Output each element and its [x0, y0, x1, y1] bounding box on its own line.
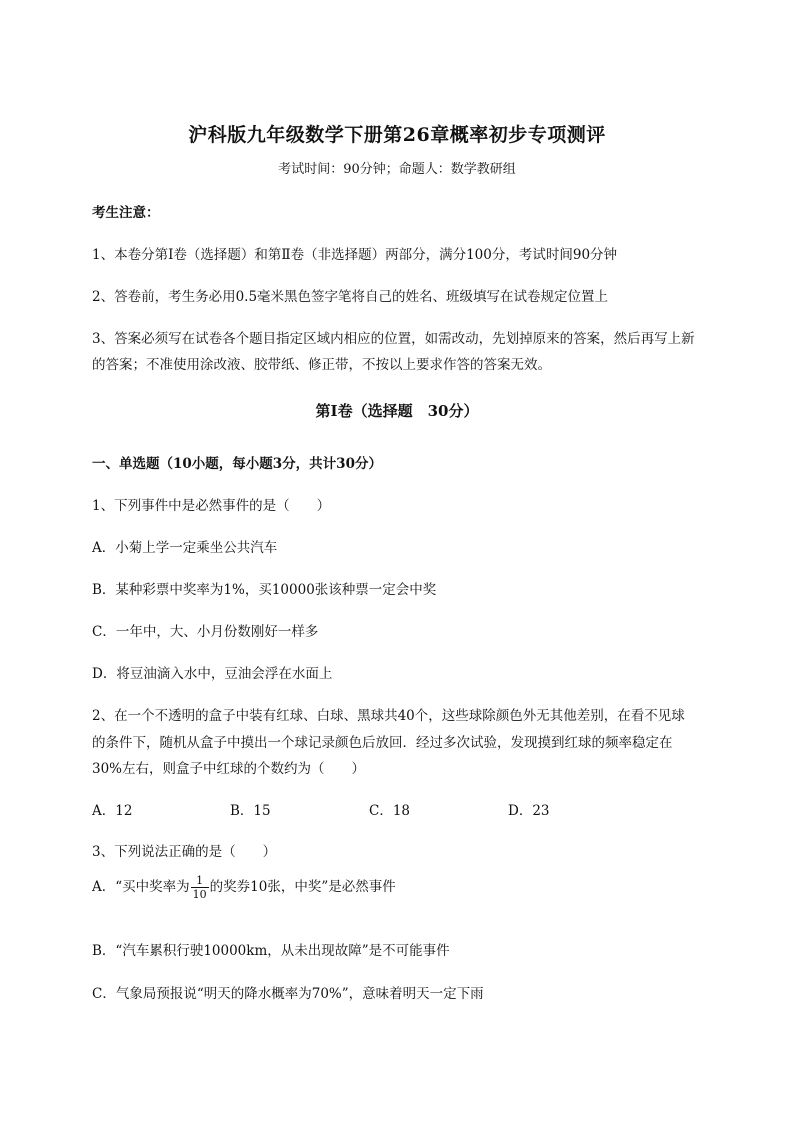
- exam-subtitle: 考试时间：90分钟；命题人：数学教研组: [278, 162, 516, 177]
- notice-item-3-line-1: 3、答案必须写在试卷各个题目指定区域内相应的位置，如需改动，先划掉原来的答案，然后再写上新: [92, 331, 695, 347]
- q3-option-a-pre: A．“买中奖率为: [92, 879, 190, 895]
- fraction-denominator: 10: [192, 888, 207, 901]
- section-title: 第I卷（选择题 30分）: [315, 402, 479, 420]
- part-heading: 一、单选题（10小题，每小题3分，共计30分）: [92, 456, 382, 472]
- notice-item-1: 1、本卷分第I卷（选择题）和第Ⅱ卷（非选择题）两部分，满分100分，考试时间90分钟: [92, 247, 618, 263]
- q1-option-b: B．某种彩票中奖率为1%，买10000张该种票一定会中奖: [92, 582, 437, 598]
- q1-option-a: A．小菊上学一定乘坐公共汽车: [92, 540, 278, 556]
- exam-title: 沪科版九年级数学下册第26章概率初步专项测评: [188, 124, 606, 146]
- q1-option-c: C．一年中，大、小月份数刚好一样多: [92, 624, 319, 640]
- q3-option-b: B．“汽车累积行驶10000km，从未出现故障”是不可能事件: [92, 943, 450, 959]
- q1-stem: 1、下列事件中是必然事件的是（ ）: [92, 498, 331, 514]
- q1-option-d: D．将豆油滴入水中，豆油会浮在水面上: [92, 666, 333, 682]
- q2-option-a: A．12: [92, 803, 133, 819]
- notice-heading: 考生注意：: [92, 205, 160, 221]
- q2-stem-line-3: 30%左右，则盒子中红球的个数约为（ ）: [92, 761, 366, 777]
- q2-stem-line-1: 2、在一个不透明的盒子中装有红球、白球、黑球共40个，这些球除颜色外无其他差别，在看不见球: [92, 708, 685, 724]
- fraction: [191, 874, 209, 901]
- q2-stem-line-2: 的条件下，随机从盒子中摸出一个球记录颜色后放回．经过多次试验，发现摸到红球的频率稳定在: [92, 735, 673, 751]
- q2-option-d: D．23: [508, 803, 550, 819]
- q2-option-b: B．15: [230, 803, 271, 819]
- fraction-numerator: 1: [191, 874, 209, 888]
- q3-option-c: C．气象局预报说“明天的降水概率为70%”，意味着明天一定下雨: [92, 986, 484, 1002]
- notice-item-3-line-2: 的答案；不准使用涂改液、胶带纸、修正带，不按以上要求作答的答案无效。: [92, 357, 551, 373]
- q3-option-a-post: 的奖券10张，中奖”是必然事件: [209, 879, 396, 895]
- notice-item-2: 2、答卷前，考生务必用0.5毫米黑色签字笔将自己的姓名、班级填写在试卷规定位置上: [92, 289, 609, 305]
- q2-option-c: C．18: [369, 803, 411, 819]
- q3-option-a: [92, 874, 396, 901]
- q3-stem: 3、下列说法正确的是（ ）: [92, 844, 277, 860]
